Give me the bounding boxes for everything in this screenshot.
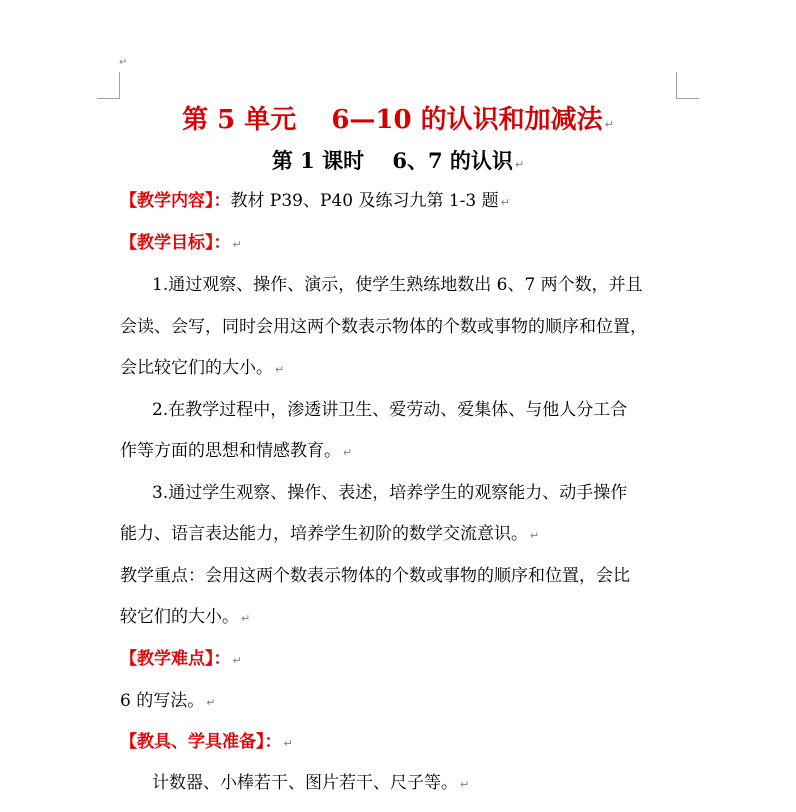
tools-label: 【教具、学具准备】： [120,732,282,752]
key-points-line: 教学重点：会用这两个数表示物体的个数或事物的顺序和位置，会比 [120,566,630,586]
difficulties-text: 6 的写法。 ↵ [120,691,216,711]
goal-line: 1.通过观察、操作、演示，使学生熟练地数出 6、7 两个数，并且 [152,275,643,295]
goal-line: 能力、语言表达能力，培养学生初阶的数学交流意识。 ↵ [120,524,540,544]
key-points-line: 较它们的大小。 ↵ [120,607,251,627]
teaching-content-label: 【教学内容】： [120,191,231,211]
document-title: 第 5 单元 6—10 的认识和加减法 ↵ [182,105,614,135]
goal-line: 会读、会写，同时会用这两个数表示物体的个数或事物的顺序和位置， [120,317,647,337]
difficulties-label: 【教学难点】： [120,649,231,669]
lesson-subtitle: 第 1 课时 6、7 的认识 ↵ [271,148,525,173]
goal-line: 会比较它们的大小。 ↵ [120,358,285,378]
difficulties-heading: 【教学难点】： ↵ [120,649,242,669]
tools-heading: 【教具、学具准备】： ↵ [120,732,293,752]
paragraph-mark: ↵ [119,57,128,68]
goal-line: 2.在教学过程中，渗透讲卫生、爱劳动、爱集体、与他人分工合 [152,400,628,420]
teaching-goals-label: 【教学目标】： [120,233,231,253]
teaching-content-text: 教材 P39、P40 及练习九第 1-3 题 [230,191,499,211]
teaching-content-line: 【教学内容】：教材 P39、P40 及练习九第 1-3 题 ↵ [120,191,510,211]
goal-line: 作等方面的思想和情感教育。 ↵ [120,441,353,461]
teaching-goals-heading: 【教学目标】： ↵ [120,233,242,253]
goal-line: 3.通过学生观察、操作、表述，培养学生的观察能力、动手操作 [152,483,628,503]
tools-text: 计数器、小棒若干、图片若干、尺子等。 ↵ [152,773,470,793]
margin-corner-top-left [97,72,120,99]
margin-corner-top-right [676,72,699,99]
